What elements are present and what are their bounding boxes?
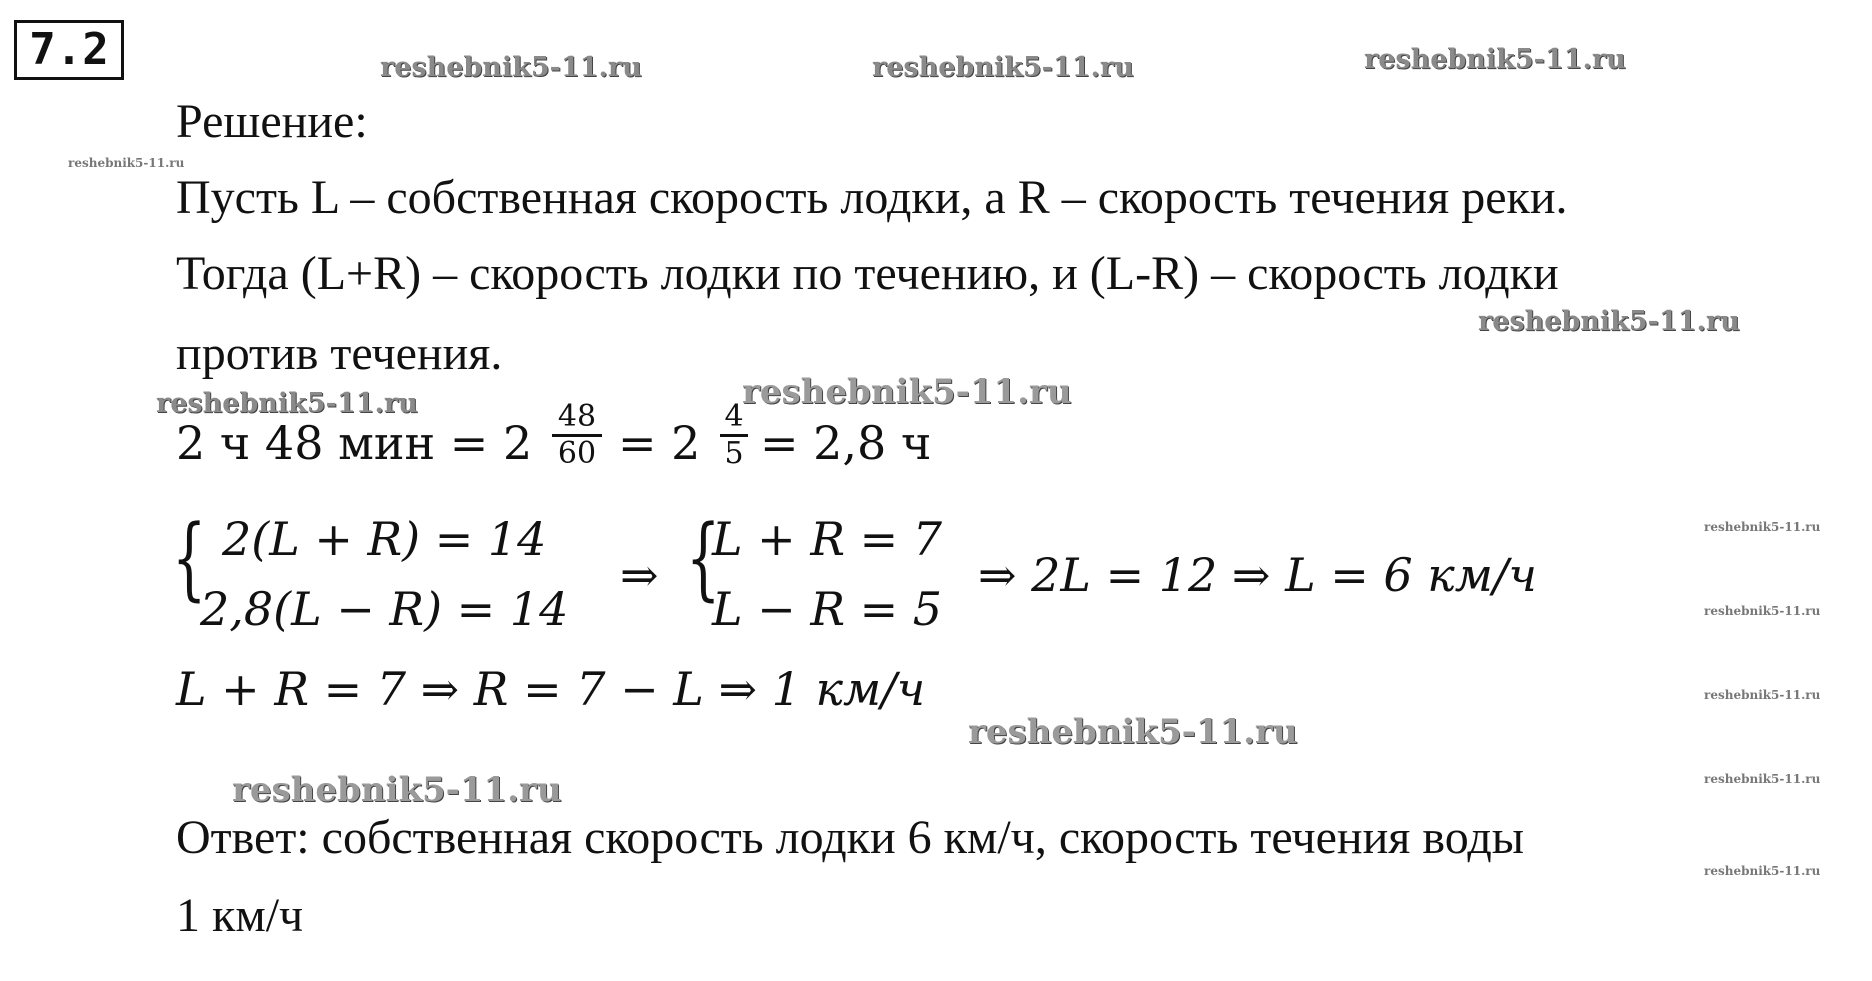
- fraction-denominator: 60: [557, 436, 597, 471]
- fraction-numerator: 48: [552, 400, 602, 437]
- watermark: reshebnik5-11.ru: [380, 52, 642, 83]
- watermark: reshebnik5-11.ru: [1478, 306, 1740, 337]
- task-number-badge: 7.2: [14, 20, 124, 80]
- system1-eq1: 2(L + R) = 14: [222, 512, 547, 566]
- system2-eq1: L + R = 7: [712, 512, 943, 566]
- watermark: reshebnik5-11.ru: [872, 52, 1134, 83]
- fraction-48-60: [552, 400, 602, 471]
- answer-line-2: 1 км/ч: [176, 889, 304, 942]
- text-line-3: против течения.: [176, 327, 503, 380]
- text-line-1: Пусть L – собственная скорость лодки, а R – скорость течения реки.: [176, 171, 1568, 224]
- watermark: reshebnik5-11.ru: [1704, 772, 1821, 786]
- system1-eq2: 2,8(L − R) = 14: [200, 582, 569, 636]
- watermark: reshebnik5-11.ru: [742, 372, 1072, 412]
- fraction-numerator: 4: [720, 400, 748, 437]
- conversion-lhs: 2 ч 48 мин = 2: [176, 416, 533, 470]
- watermark: reshebnik5-11.ru: [232, 770, 562, 810]
- watermark: reshebnik5-11.ru: [1704, 604, 1821, 618]
- r-calculation-line: L + R = 7 ⇒ R = 7 − L ⇒ 1 км/ч: [176, 662, 926, 716]
- implies-arrow: ⇒: [620, 548, 659, 602]
- solution-heading: Решение:: [176, 95, 368, 148]
- watermark: reshebnik5-11.ru: [68, 156, 185, 170]
- conversion-rhs: = 2,8 ч: [760, 416, 932, 470]
- result-line: ⇒ 2L = 12 ⇒ L = 6 км/ч: [978, 548, 1538, 602]
- watermark: reshebnik5-11.ru: [1704, 520, 1821, 534]
- answer-line-1: Ответ: собственная скорость лодки 6 км/ч, скорость течения воды: [176, 811, 1524, 864]
- left-brace-icon: {: [686, 506, 721, 611]
- watermark: reshebnik5-11.ru: [1364, 44, 1626, 75]
- watermark: reshebnik5-11.ru: [156, 388, 418, 419]
- watermark: reshebnik5-11.ru: [1704, 864, 1821, 878]
- system2-eq2: L − R = 5: [712, 582, 943, 636]
- fraction-4-5: [720, 400, 748, 471]
- watermark: reshebnik5-11.ru: [1704, 688, 1821, 702]
- fraction-denominator: 5: [724, 436, 744, 471]
- watermark: reshebnik5-11.ru: [968, 712, 1298, 752]
- text-line-2: Тогда (L+R) – скорость лодки по течению, и (L-R) – скорость лодки: [176, 247, 1559, 300]
- conversion-mid: = 2: [618, 416, 701, 470]
- left-brace-icon: {: [172, 506, 207, 611]
